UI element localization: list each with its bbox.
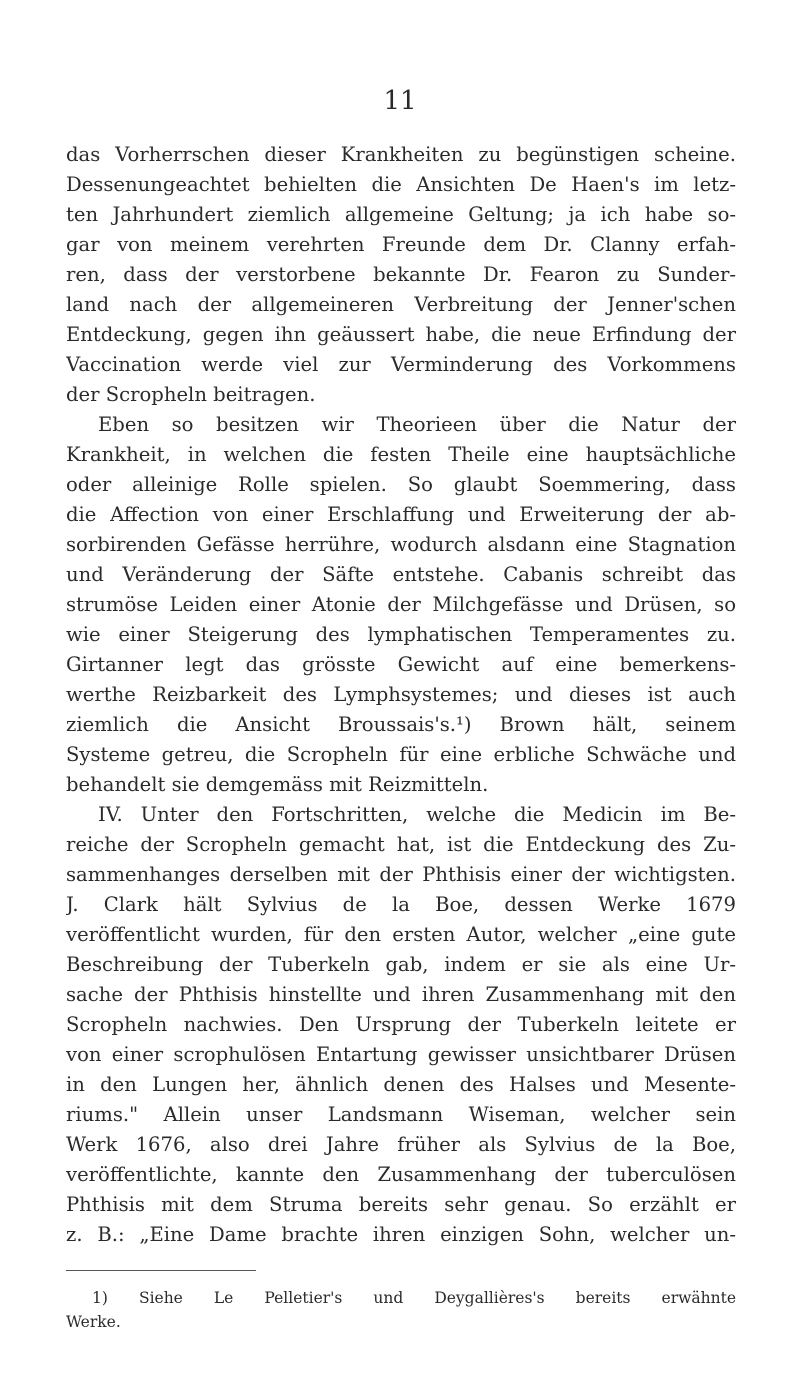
text-line: Eben so besitzen wir Theorieen über die Natur der <box>98 413 736 436</box>
text-line: Krankheit, in welchen die festen Theile eine hauptsächliche <box>66 443 736 466</box>
text-line: z. B.: „Eine Dame brachte ihren einzigen Sohn, welcher un- <box>66 1223 736 1246</box>
footnote-line: Werke. <box>66 1313 121 1331</box>
text-line: wie einer Steigerung des lymphatischen Temperamentes zu. <box>66 623 736 646</box>
text-line: J. Clark hält Sylvius de la Boe, dessen Werke 1679 <box>66 893 736 916</box>
footnote-line: 1) Siehe Le Pelletier's und Deygallières's bereits erwähnte <box>92 1289 736 1307</box>
text-line: Beschreibung der Tuberkeln gab, indem er sie als eine Ur- <box>66 953 736 976</box>
text-line: werthe Reizbarkeit des Lymphsystemes; und dieses ist auch <box>66 683 736 706</box>
text-line: von einer scrophulösen Entartung gewisser unsichtbarer Drüsen <box>66 1043 736 1066</box>
text-line: Vaccination werde viel zur Verminderung des Vorkommens <box>66 353 736 376</box>
text-line: Scropheln nachwies. Den Ursprung der Tuberkeln leitete er <box>66 1013 736 1036</box>
text-line: Werk 1676, also drei Jahre früher als Sylvius de la Boe, <box>66 1133 736 1156</box>
text-line: in den Lungen her, ähnlich denen des Halses und Mesente- <box>66 1073 736 1096</box>
text-line: strumöse Leiden einer Atonie der Milchgefässe und Drüsen, so <box>66 593 736 616</box>
body-text <box>66 140 736 1250</box>
text-line: das Vorherrschen dieser Krankheiten zu begünstigen scheine. <box>66 143 736 166</box>
text-line: Dessenungeachtet behielten die Ansichten De Haen's im letz- <box>66 173 736 196</box>
text-line: Systeme getreu, die Scropheln für eine erbliche Schwäche und <box>66 743 736 766</box>
text-line: ren, dass der verstorbene bekannte Dr. Fearon zu Sunder- <box>66 263 736 286</box>
text-line: veröffentlicht wurden, für den ersten Autor, welcher „eine gute <box>66 923 736 946</box>
footnote <box>66 1286 736 1334</box>
text-line: riums." Allein unser Landsmann Wiseman, welcher sein <box>66 1103 736 1126</box>
text-line: oder alleinige Rolle spielen. So glaubt Soemmering, dass <box>66 473 736 496</box>
text-line: IV. Unter den Fortschritten, welche die Medicin im Be- <box>98 803 736 826</box>
text-line: land nach der allgemeineren Verbreitung der Jenner'schen <box>66 293 736 316</box>
page-number: 11 <box>383 86 417 116</box>
text-line: sache der Phthisis hinstellte und ihren Zusammenhang mit den <box>66 983 736 1006</box>
text-line: Phthisis mit dem Struma bereits sehr genau. So erzählt er <box>66 1193 736 1216</box>
text-line: Girtanner legt das grösste Gewicht auf eine bemerkens- <box>66 653 736 676</box>
text-line: und Veränderung der Säfte entstehe. Cabanis schreibt das <box>66 563 736 586</box>
text-line: ziemlich die Ansicht Broussais's.¹) Brown hält, seinem <box>66 713 736 736</box>
text-line: der Scropheln beitragen. <box>66 383 316 406</box>
text-line: ten Jahrhundert ziemlich allgemeine Geltung; ja ich habe so- <box>66 203 736 226</box>
text-line: sammenhanges derselben mit der Phthisis einer der wichtigsten. <box>66 863 736 886</box>
text-line: veröffentlichte, kannte den Zusammenhang der tuberculösen <box>66 1163 736 1186</box>
text-line: reiche der Scropheln gemacht hat, ist die Entdeckung des Zu- <box>66 833 736 856</box>
text-line: die Affection von einer Erschlaffung und Erweiterung der ab- <box>66 503 736 526</box>
text-line: sorbirenden Gefässe herrühre, wodurch alsdann eine Stagnation <box>66 533 736 556</box>
text-line: behandelt sie demgemäss mit Reizmitteln. <box>66 773 489 796</box>
text-line: Entdeckung, gegen ihn geäussert habe, die neue Erfindung der <box>66 323 736 346</box>
text-line: gar von meinem verehrten Freunde dem Dr. Clanny erfah- <box>66 233 736 256</box>
footnote-divider <box>66 1270 256 1271</box>
